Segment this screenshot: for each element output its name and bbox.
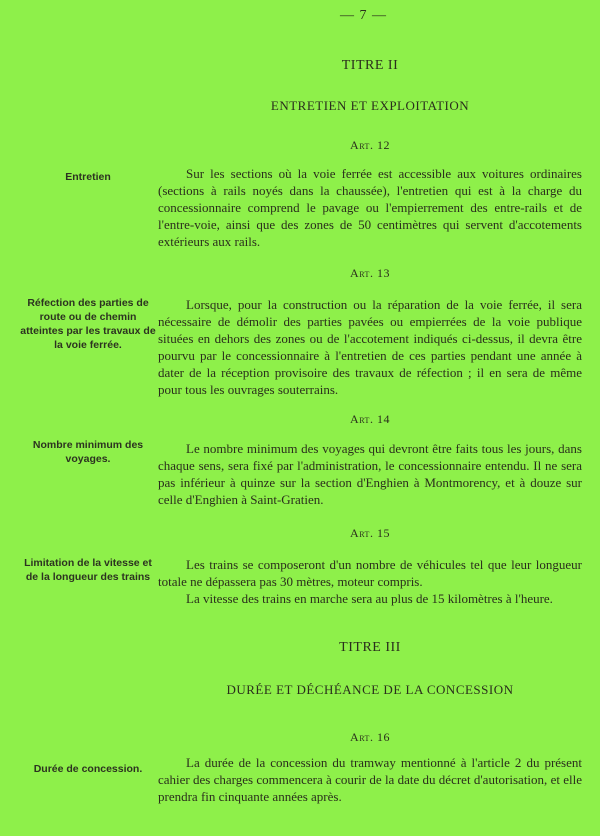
margin-note-entretien: Entretien [65, 171, 111, 183]
art-13-heading: Art. 13 [350, 266, 390, 280]
margin-note-nombre-voyages: Nombre minimum des voyages. [32, 439, 144, 465]
art-14-paragraph: Le nombre minimum des voyages qui devront être faits tous les jours, dans chaque sens, sera fixé par l'administration, le concessionnaire entendu. Il ne sera pas inférieur à quinze sur la section d'Enghien à Montmorency, et à douze sur celle d'Enghien à Saint-Gratien. [158, 441, 582, 507]
art-15-paragraph-1: Les trains se composeront d'un nombre de véhicules tel que leur longueur totale ne dépassera pas 30 mètres, moteur compris. [158, 557, 582, 589]
section-duree-heading: DURÉE ET DÉCHÉANCE DE LA CONCESSION [226, 682, 514, 697]
art-16-paragraph: La durée de la concession du tramway mentionné à l'article 2 du présent cahier des charges commencera à courir de la date du décret d'autorisation, et elle prendra fin cinquante années après. [158, 755, 582, 804]
margin-note-refection: Réfection des parties de route ou de chemin atteintes par les travaux de la voie ferrée. [20, 297, 156, 351]
art-15-paragraph-2: La vitesse des trains en marche sera au plus de 15 kilomètres à l'heure. [186, 591, 553, 606]
art-15-heading: Art. 15 [350, 526, 390, 540]
page-number: — 7 — [340, 8, 387, 23]
art-14-heading: Art. 14 [350, 412, 390, 426]
margin-note-duree-concession: Durée de concession. [33, 763, 143, 775]
titre-iii-heading: TITRE III [339, 640, 401, 655]
titre-ii-heading: TITRE II [341, 58, 399, 73]
section-entretien-heading: ENTRETIEN ET EXPLOITATION [270, 98, 470, 113]
art-16-heading: Art. 16 [350, 730, 390, 744]
margin-note-limitation-vitesse: Limitation de la vitesse et de la longueur des trains [24, 557, 152, 583]
art-13-paragraph: Lorsque, pour la construction ou la réparation de la voie ferrée, il sera nécessaire de démolir des parties pavées ou empierrées de la voie publique situées en dehors des zones ou de l'accotement indiqués ci-dessus, il devra être pourvu par le concessionnaire à l'entretien de ces parties pendant une année à dater de la réception provisoire des travaux de réfection ; il en sera de même pour tous les ouvrages souterrains. [158, 297, 582, 397]
art-12-heading: Art. 12 [350, 138, 390, 152]
art-12-paragraph: Sur les sections où la voie ferrée est accessible aux voitures ordinaires (sections à rails noyés dans la chaussée), l'entretien qui est à la charge du concessionnaire comprend le pavage ou l'empierrement des entre-rails et de l'entre-voie, ainsi que des zones de 50 centimètres qui servent d'accotements extérieurs aux rails. [158, 166, 582, 249]
